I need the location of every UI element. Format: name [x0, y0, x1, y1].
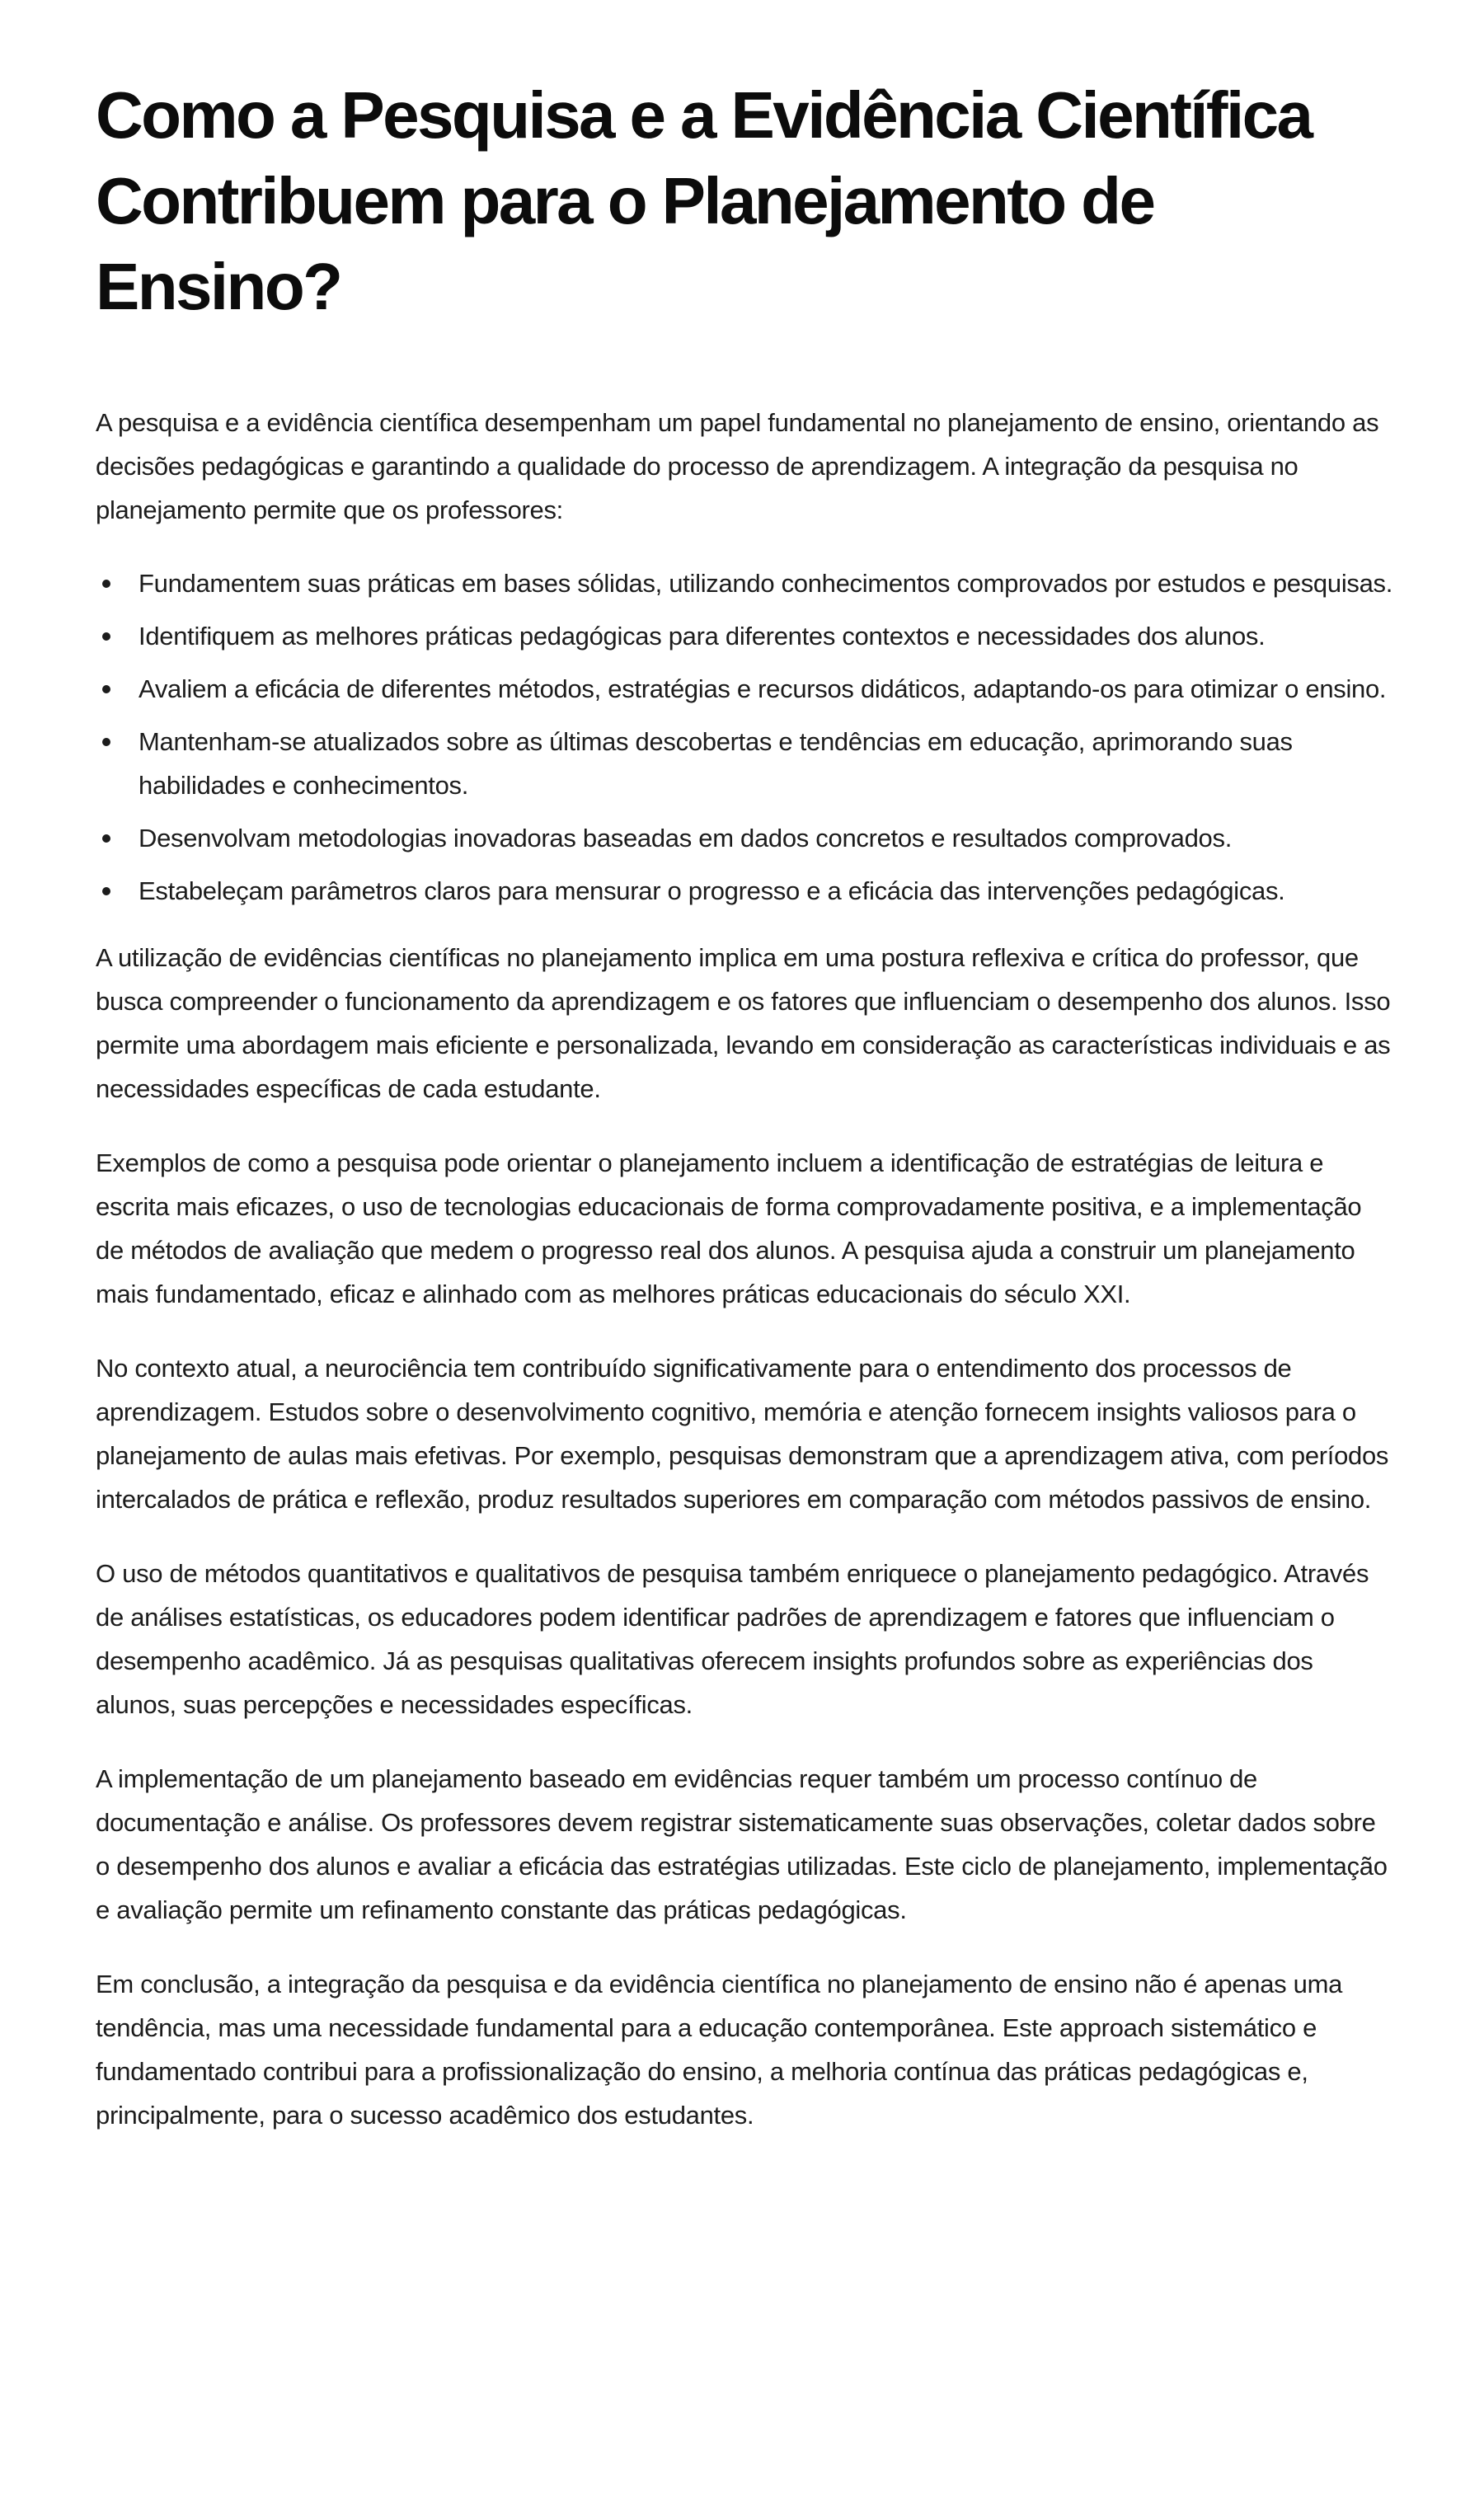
list-item	[96, 561, 1393, 605]
list-item-text: Identifiquem as melhores práticas pedagógicas para diferentes contextos e necessidades dos alunos.	[139, 622, 1266, 650]
bullet-icon	[102, 834, 110, 843]
list-item	[96, 720, 1393, 807]
list-item	[96, 816, 1393, 860]
body-paragraph: A utilização de evidências científicas no planejamento implica em uma postura reflexiva e crítica do professor, que busca compreender o funcionamento da aprendizagem e os fatores que influenciam o desempenho dos alunos. Isso permite uma abordagem mais eficiente e personalizada, levando em consideração as características individuais e as necessidades específicas de cada estudante.	[96, 943, 1391, 1103]
list-item-text: Estabeleçam parâmetros claros para mensurar o progresso e a eficácia das intervenções pedagógicas.	[139, 876, 1285, 905]
list-item-text: Mantenham-se atualizados sobre as últimas descobertas e tendências em educação, aprimorando suas habilidades e conhecimentos.	[139, 727, 1293, 800]
bullet-icon	[102, 685, 110, 693]
intro-paragraph: A pesquisa e a evidência científica desempenham um papel fundamental no planejamento de ensino, orientando as decisões pedagógicas e garantindo a qualidade do processo de aprendizagem. A integração da pesquisa no planejamento permite que os professores:	[96, 408, 1379, 524]
document-page	[96, 73, 1393, 2137]
bullet-icon	[102, 738, 110, 746]
conclusion-paragraph: Em conclusão, a integração da pesquisa e da evidência científica no planejamento de ensino não é apenas uma tendência, mas uma necessidade fundamental para a educação contemporânea. Este approach sistemático e fundamentado contribui para a profissionalização do ensino, a melhoria contínua das práticas pedagógicas e, principalmente, para o sucesso acadêmico dos estudantes.	[96, 1970, 1343, 2130]
list-item	[96, 614, 1393, 658]
bullet-icon	[102, 632, 110, 641]
bullet-icon	[102, 887, 110, 895]
list-item	[96, 869, 1393, 913]
list-item-text: Avaliem a eficácia de diferentes métodos, estratégias e recursos didáticos, adaptando-os para otimizar o ensino.	[139, 674, 1387, 703]
list-item-text: Fundamentem suas práticas em bases sólidas, utilizando conhecimentos comprovados por estudos e pesquisas.	[139, 569, 1393, 598]
list-item	[96, 667, 1393, 711]
bullet-icon	[102, 580, 110, 588]
page-title: Como a Pesquisa e a Evidência Científica Contribuem para o Planejamento de Ensino?	[96, 78, 1312, 323]
list-item-text: Desenvolvam metodologias inovadoras baseadas em dados concretos e resultados comprovados.	[139, 824, 1233, 852]
body-paragraph: Exemplos de como a pesquisa pode orientar o planejamento incluem a identificação de estratégias de leitura e escrita mais eficazes, o uso de tecnologias educacionais de forma comprovadamente positiva, e a implementação de métodos de avaliação que medem o progresso real dos alunos. A pesquisa ajuda a construir um planejamento mais fundamentado, eficaz e alinhado com as melhores práticas educacionais do século XXI.	[96, 1148, 1362, 1308]
benefits-list	[96, 561, 1393, 913]
body-paragraph: No contexto atual, a neurociência tem contribuído significativamente para o entendimento dos processos de aprendizagem. Estudos sobre o desenvolvimento cognitivo, memória e atenção fornecem insights valiosos para o planejamento de aulas mais efetivas. Por exemplo, pesquisas demonstram que a aprendizagem ativa, com períodos intercalados de prática e reflexão, produz resultados superiores em comparação com métodos passivos de ensino.	[96, 1354, 1389, 1514]
body-paragraph: A implementação de um planejamento baseado em evidências requer também um processo contínuo de documentação e análise. Os professores devem registrar sistematicamente suas observações, coletar dados sobre o desempenho dos alunos e avaliar a eficácia das estratégias utilizadas. Este ciclo de planejamento, implementação e avaliação permite um refinamento constante das práticas pedagógicas.	[96, 1764, 1388, 1924]
body-paragraph: O uso de métodos quantitativos e qualitativos de pesquisa também enriquece o planejamento pedagógico. Através de análises estatísticas, os educadores podem identificar padrões de aprendizagem e fatores que influenciam o desempenho acadêmico. Já as pesquisas qualitativas oferecem insights profundos sobre as experiências dos alunos, suas percepções e necessidades específicas.	[96, 1559, 1369, 1719]
